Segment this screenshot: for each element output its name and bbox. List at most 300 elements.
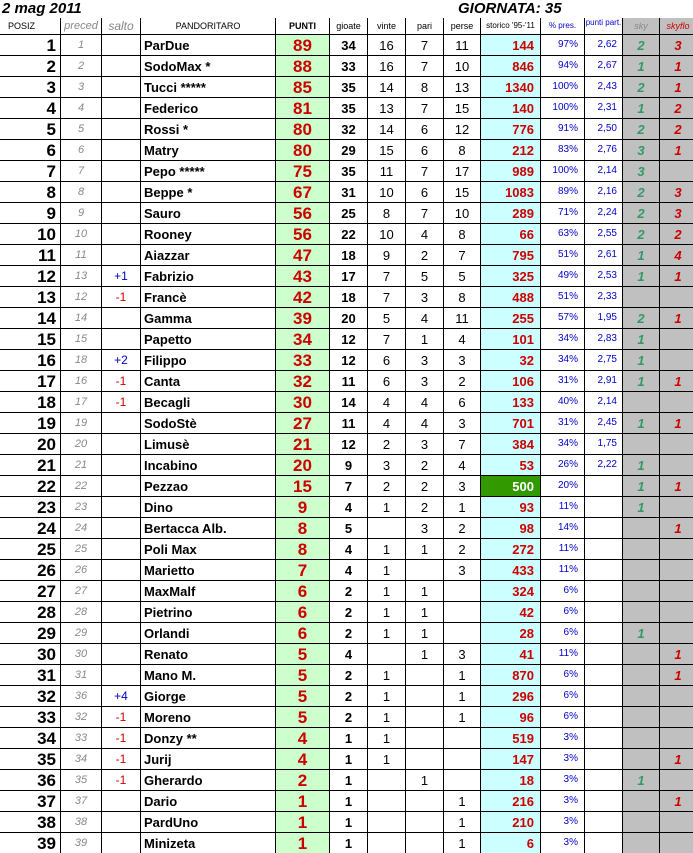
points-cell: 56 bbox=[276, 224, 330, 245]
previous-position-cell: 29 bbox=[61, 623, 102, 644]
position-cell: 19 bbox=[0, 413, 61, 434]
points-cell: 80 bbox=[276, 140, 330, 161]
presence-pct-cell: 31% bbox=[541, 413, 585, 434]
presence-pct-cell: 14% bbox=[541, 518, 585, 539]
skyflo-cell: 1 bbox=[660, 518, 693, 539]
historic-cell: 212 bbox=[481, 140, 541, 161]
lost-cell: 12 bbox=[444, 119, 481, 140]
previous-position-cell: 19 bbox=[61, 413, 102, 434]
played-cell: 20 bbox=[330, 308, 368, 329]
player-name-cell: Rooney bbox=[141, 224, 276, 245]
points-per-game-cell: 2,14 bbox=[585, 161, 623, 182]
previous-position-cell: 10 bbox=[61, 224, 102, 245]
position-cell: 28 bbox=[0, 602, 61, 623]
player-name-cell: Becagli bbox=[141, 392, 276, 413]
points-per-game-cell bbox=[585, 602, 623, 623]
lost-cell bbox=[444, 770, 481, 791]
player-name-cell: Dario bbox=[141, 791, 276, 812]
table-row bbox=[0, 182, 693, 203]
sky-cell: 1 bbox=[623, 770, 660, 791]
presence-pct-cell: 94% bbox=[541, 56, 585, 77]
drawn-cell: 1 bbox=[406, 770, 444, 791]
previous-position-cell: 13 bbox=[61, 266, 102, 287]
position-cell: 11 bbox=[0, 245, 61, 266]
jump-cell bbox=[102, 623, 141, 644]
skyflo-cell: 2 bbox=[660, 98, 693, 119]
lost-cell: 15 bbox=[444, 182, 481, 203]
sky-cell: 1 bbox=[623, 350, 660, 371]
points-cell: 47 bbox=[276, 245, 330, 266]
presence-pct-cell: 26% bbox=[541, 455, 585, 476]
presence-pct-cell: 34% bbox=[541, 350, 585, 371]
table-row bbox=[0, 686, 693, 707]
sky-cell: 1 bbox=[623, 455, 660, 476]
skyflo-cell bbox=[660, 434, 693, 455]
drawn-cell: 1 bbox=[406, 602, 444, 623]
lost-cell: 8 bbox=[444, 140, 481, 161]
table-row bbox=[0, 833, 693, 853]
table-row bbox=[0, 224, 693, 245]
won-cell: 1 bbox=[368, 560, 406, 581]
drawn-cell bbox=[406, 791, 444, 812]
lost-cell: 11 bbox=[444, 35, 481, 56]
position-cell: 17 bbox=[0, 371, 61, 392]
won-cell: 7 bbox=[368, 329, 406, 350]
played-cell: 4 bbox=[330, 644, 368, 665]
presence-pct-cell: 3% bbox=[541, 728, 585, 749]
historic-cell: 296 bbox=[481, 686, 541, 707]
played-cell: 4 bbox=[330, 497, 368, 518]
skyflo-cell: 1 bbox=[660, 308, 693, 329]
lost-cell: 1 bbox=[444, 791, 481, 812]
drawn-cell: 3 bbox=[406, 434, 444, 455]
position-cell: 39 bbox=[0, 833, 61, 853]
position-cell: 30 bbox=[0, 644, 61, 665]
jump-cell bbox=[102, 581, 141, 602]
table-row bbox=[0, 602, 693, 623]
presence-pct-cell: 3% bbox=[541, 833, 585, 853]
points-per-game-cell: 2,55 bbox=[585, 224, 623, 245]
jump-cell bbox=[102, 203, 141, 224]
historic-cell: 101 bbox=[481, 329, 541, 350]
drawn-cell: 1 bbox=[406, 329, 444, 350]
skyflo-cell bbox=[660, 707, 693, 728]
points-per-game-cell bbox=[585, 476, 623, 497]
lost-cell: 2 bbox=[444, 371, 481, 392]
sky-cell bbox=[623, 665, 660, 686]
drawn-cell: 3 bbox=[406, 287, 444, 308]
won-cell: 3 bbox=[368, 455, 406, 476]
table-row bbox=[0, 434, 693, 455]
points-per-game-cell bbox=[585, 770, 623, 791]
points-cell: 32 bbox=[276, 371, 330, 392]
historic-cell: 1340 bbox=[481, 77, 541, 98]
historic-cell: 488 bbox=[481, 287, 541, 308]
standings-table bbox=[0, 18, 693, 853]
previous-position-cell: 33 bbox=[61, 728, 102, 749]
won-cell: 1 bbox=[368, 581, 406, 602]
lost-cell bbox=[444, 749, 481, 770]
points-cell: 6 bbox=[276, 581, 330, 602]
jump-cell bbox=[102, 98, 141, 119]
played-cell: 34 bbox=[330, 35, 368, 56]
position-cell: 27 bbox=[0, 581, 61, 602]
points-cell: 4 bbox=[276, 728, 330, 749]
table-row bbox=[0, 77, 693, 98]
skyflo-cell: 2 bbox=[660, 119, 693, 140]
skyflo-cell bbox=[660, 350, 693, 371]
skyflo-cell: 1 bbox=[660, 56, 693, 77]
points-cell: 88 bbox=[276, 56, 330, 77]
won-cell: 16 bbox=[368, 56, 406, 77]
table-row bbox=[0, 518, 693, 539]
previous-position-cell: 8 bbox=[61, 182, 102, 203]
lost-cell bbox=[444, 623, 481, 644]
previous-position-cell: 34 bbox=[61, 749, 102, 770]
previous-position-cell: 38 bbox=[61, 812, 102, 833]
player-name-cell: Jurij bbox=[141, 749, 276, 770]
jump-cell: -1 bbox=[102, 707, 141, 728]
historic-cell: 18 bbox=[481, 770, 541, 791]
historic-cell: 42 bbox=[481, 602, 541, 623]
position-cell: 33 bbox=[0, 707, 61, 728]
drawn-cell bbox=[406, 833, 444, 853]
drawn-cell: 1 bbox=[406, 581, 444, 602]
lost-cell: 7 bbox=[444, 245, 481, 266]
historic-cell: 28 bbox=[481, 623, 541, 644]
player-name-cell: SodoMax * bbox=[141, 56, 276, 77]
player-name-cell: Renato bbox=[141, 644, 276, 665]
points-cell: 67 bbox=[276, 182, 330, 203]
jump-cell: +4 bbox=[102, 686, 141, 707]
jump-cell bbox=[102, 812, 141, 833]
points-per-game-cell: 1,75 bbox=[585, 434, 623, 455]
player-name-cell: Filippo bbox=[141, 350, 276, 371]
table-row bbox=[0, 812, 693, 833]
jump-cell bbox=[102, 35, 141, 56]
points-per-game-cell: 2,83 bbox=[585, 329, 623, 350]
points-cell: 33 bbox=[276, 350, 330, 371]
lost-cell: 8 bbox=[444, 224, 481, 245]
won-cell bbox=[368, 833, 406, 853]
presence-pct-cell: 91% bbox=[541, 119, 585, 140]
col-salto: salto bbox=[102, 18, 141, 35]
player-name-cell: Pietrino bbox=[141, 602, 276, 623]
played-cell: 2 bbox=[330, 665, 368, 686]
played-cell: 32 bbox=[330, 119, 368, 140]
sky-cell bbox=[623, 686, 660, 707]
presence-pct-cell: 6% bbox=[541, 581, 585, 602]
historic-cell: 324 bbox=[481, 581, 541, 602]
skyflo-cell bbox=[660, 455, 693, 476]
presence-pct-cell: 34% bbox=[541, 329, 585, 350]
table-row bbox=[0, 455, 693, 476]
drawn-cell: 8 bbox=[406, 77, 444, 98]
historic-cell: 846 bbox=[481, 56, 541, 77]
table-row bbox=[0, 161, 693, 182]
presence-pct-cell: 3% bbox=[541, 749, 585, 770]
won-cell: 1 bbox=[368, 749, 406, 770]
historic-cell: 140 bbox=[481, 98, 541, 119]
won-cell: 1 bbox=[368, 497, 406, 518]
drawn-cell: 2 bbox=[406, 245, 444, 266]
played-cell: 2 bbox=[330, 686, 368, 707]
sky-cell: 1 bbox=[623, 371, 660, 392]
presence-pct-cell: 83% bbox=[541, 140, 585, 161]
presence-pct-cell: 3% bbox=[541, 770, 585, 791]
drawn-cell: 5 bbox=[406, 266, 444, 287]
position-cell: 4 bbox=[0, 98, 61, 119]
position-cell: 20 bbox=[0, 434, 61, 455]
played-cell: 5 bbox=[330, 518, 368, 539]
position-cell: 37 bbox=[0, 791, 61, 812]
col-pari: pari bbox=[406, 18, 444, 35]
historic-cell: 53 bbox=[481, 455, 541, 476]
col-punti-part: punti part. bbox=[585, 18, 623, 35]
points-cell: 1 bbox=[276, 812, 330, 833]
sky-cell bbox=[623, 518, 660, 539]
lost-cell: 11 bbox=[444, 308, 481, 329]
position-cell: 35 bbox=[0, 749, 61, 770]
points-per-game-cell bbox=[585, 581, 623, 602]
played-cell: 35 bbox=[330, 77, 368, 98]
won-cell: 13 bbox=[368, 98, 406, 119]
skyflo-cell bbox=[660, 287, 693, 308]
drawn-cell bbox=[406, 707, 444, 728]
lost-cell: 13 bbox=[444, 77, 481, 98]
previous-position-cell: 14 bbox=[61, 308, 102, 329]
sky-cell bbox=[623, 707, 660, 728]
player-name-cell: Marietto bbox=[141, 560, 276, 581]
skyflo-cell bbox=[660, 560, 693, 581]
header-row bbox=[0, 18, 693, 35]
table-row bbox=[0, 770, 693, 791]
drawn-cell: 6 bbox=[406, 119, 444, 140]
position-cell: 2 bbox=[0, 56, 61, 77]
previous-position-cell: 24 bbox=[61, 518, 102, 539]
won-cell bbox=[368, 770, 406, 791]
historic-cell: 289 bbox=[481, 203, 541, 224]
table-row bbox=[0, 539, 693, 560]
table-row bbox=[0, 707, 693, 728]
player-name-cell: Gamma bbox=[141, 308, 276, 329]
points-per-game-cell: 2,53 bbox=[585, 266, 623, 287]
historic-cell: 210 bbox=[481, 812, 541, 833]
sky-cell bbox=[623, 539, 660, 560]
played-cell: 1 bbox=[330, 770, 368, 791]
historic-cell: 272 bbox=[481, 539, 541, 560]
table-row bbox=[0, 581, 693, 602]
points-per-game-cell: 2,61 bbox=[585, 245, 623, 266]
drawn-cell: 4 bbox=[406, 413, 444, 434]
col-sky: sky bbox=[623, 18, 660, 35]
jump-cell bbox=[102, 476, 141, 497]
skyflo-cell: 1 bbox=[660, 413, 693, 434]
previous-position-cell: 11 bbox=[61, 245, 102, 266]
sky-cell: 1 bbox=[623, 497, 660, 518]
previous-position-cell: 4 bbox=[61, 98, 102, 119]
skyflo-cell: 1 bbox=[660, 371, 693, 392]
played-cell: 29 bbox=[330, 140, 368, 161]
jump-cell bbox=[102, 518, 141, 539]
won-cell bbox=[368, 791, 406, 812]
sky-cell bbox=[623, 581, 660, 602]
previous-position-cell: 28 bbox=[61, 602, 102, 623]
table-row bbox=[0, 560, 693, 581]
player-name-cell: MaxMalf bbox=[141, 581, 276, 602]
presence-pct-cell: 100% bbox=[541, 98, 585, 119]
skyflo-cell: 3 bbox=[660, 35, 693, 56]
points-per-game-cell bbox=[585, 749, 623, 770]
jump-cell: -1 bbox=[102, 749, 141, 770]
historic-cell: 433 bbox=[481, 560, 541, 581]
position-cell: 31 bbox=[0, 665, 61, 686]
jump-cell bbox=[102, 77, 141, 98]
points-per-game-cell bbox=[585, 518, 623, 539]
previous-position-cell: 23 bbox=[61, 497, 102, 518]
jump-cell bbox=[102, 140, 141, 161]
jump-cell: -1 bbox=[102, 728, 141, 749]
player-name-cell: Donzy ** bbox=[141, 728, 276, 749]
position-cell: 25 bbox=[0, 539, 61, 560]
player-name-cell: Beppe * bbox=[141, 182, 276, 203]
position-cell: 7 bbox=[0, 161, 61, 182]
points-cell: 30 bbox=[276, 392, 330, 413]
position-cell: 24 bbox=[0, 518, 61, 539]
played-cell: 11 bbox=[330, 371, 368, 392]
jump-cell bbox=[102, 224, 141, 245]
won-cell: 6 bbox=[368, 350, 406, 371]
historic-cell: 32 bbox=[481, 350, 541, 371]
table-row bbox=[0, 203, 693, 224]
points-per-game-cell bbox=[585, 644, 623, 665]
skyflo-cell bbox=[660, 623, 693, 644]
presence-pct-cell: 34% bbox=[541, 434, 585, 455]
skyflo-cell: 1 bbox=[660, 644, 693, 665]
sky-cell: 1 bbox=[623, 476, 660, 497]
drawn-cell: 2 bbox=[406, 455, 444, 476]
points-per-game-cell: 2,62 bbox=[585, 35, 623, 56]
historic-cell: 795 bbox=[481, 245, 541, 266]
won-cell: 11 bbox=[368, 161, 406, 182]
played-cell: 12 bbox=[330, 434, 368, 455]
sky-cell: 2 bbox=[623, 203, 660, 224]
points-per-game-cell bbox=[585, 812, 623, 833]
presence-pct-cell: 49% bbox=[541, 266, 585, 287]
jump-cell: -1 bbox=[102, 770, 141, 791]
lost-cell: 1 bbox=[444, 707, 481, 728]
position-cell: 36 bbox=[0, 770, 61, 791]
played-cell: 1 bbox=[330, 749, 368, 770]
sky-cell: 1 bbox=[623, 329, 660, 350]
presence-pct-cell: 11% bbox=[541, 560, 585, 581]
position-cell: 9 bbox=[0, 203, 61, 224]
drawn-cell: 7 bbox=[406, 35, 444, 56]
historic-cell: 144 bbox=[481, 35, 541, 56]
previous-position-cell: 5 bbox=[61, 119, 102, 140]
played-cell: 2 bbox=[330, 602, 368, 623]
position-cell: 16 bbox=[0, 350, 61, 371]
skyflo-cell bbox=[660, 581, 693, 602]
jump-cell bbox=[102, 56, 141, 77]
played-cell: 7 bbox=[330, 476, 368, 497]
player-name-cell: Matry bbox=[141, 140, 276, 161]
position-cell: 14 bbox=[0, 308, 61, 329]
previous-position-cell: 7 bbox=[61, 161, 102, 182]
lost-cell: 1 bbox=[444, 497, 481, 518]
lost-cell: 3 bbox=[444, 560, 481, 581]
skyflo-cell bbox=[660, 833, 693, 853]
presence-pct-cell: 11% bbox=[541, 644, 585, 665]
historic-cell: 519 bbox=[481, 728, 541, 749]
won-cell: 14 bbox=[368, 77, 406, 98]
col-skyflo: skyflo bbox=[660, 18, 693, 35]
won-cell: 1 bbox=[368, 623, 406, 644]
historic-cell: 701 bbox=[481, 413, 541, 434]
points-per-game-cell bbox=[585, 497, 623, 518]
points-per-game-cell bbox=[585, 791, 623, 812]
table-row bbox=[0, 392, 693, 413]
presence-pct-cell: 3% bbox=[541, 791, 585, 812]
position-cell: 8 bbox=[0, 182, 61, 203]
jump-cell bbox=[102, 413, 141, 434]
historic-cell: 776 bbox=[481, 119, 541, 140]
table-row bbox=[0, 497, 693, 518]
table-row bbox=[0, 728, 693, 749]
won-cell: 7 bbox=[368, 266, 406, 287]
won-cell: 6 bbox=[368, 371, 406, 392]
points-per-game-cell: 2,22 bbox=[585, 455, 623, 476]
won-cell: 8 bbox=[368, 203, 406, 224]
sky-cell bbox=[623, 392, 660, 413]
jump-cell bbox=[102, 602, 141, 623]
won-cell: 1 bbox=[368, 728, 406, 749]
presence-pct-cell: 97% bbox=[541, 35, 585, 56]
points-cell: 80 bbox=[276, 119, 330, 140]
drawn-cell bbox=[406, 728, 444, 749]
table-row bbox=[0, 98, 693, 119]
won-cell: 1 bbox=[368, 665, 406, 686]
skyflo-cell: 1 bbox=[660, 266, 693, 287]
historic-cell: 93 bbox=[481, 497, 541, 518]
player-name-cell: Rossi * bbox=[141, 119, 276, 140]
sky-cell: 2 bbox=[623, 119, 660, 140]
lost-cell: 4 bbox=[444, 455, 481, 476]
previous-position-cell: 26 bbox=[61, 560, 102, 581]
historic-cell: 6 bbox=[481, 833, 541, 853]
table-row bbox=[0, 665, 693, 686]
position-cell: 29 bbox=[0, 623, 61, 644]
points-cell: 6 bbox=[276, 602, 330, 623]
jump-cell bbox=[102, 329, 141, 350]
skyflo-cell bbox=[660, 392, 693, 413]
player-name-cell: Federico bbox=[141, 98, 276, 119]
lost-cell: 8 bbox=[444, 287, 481, 308]
position-cell: 32 bbox=[0, 686, 61, 707]
lost-cell: 15 bbox=[444, 98, 481, 119]
position-cell: 15 bbox=[0, 329, 61, 350]
drawn-cell: 4 bbox=[406, 224, 444, 245]
historic-cell: 66 bbox=[481, 224, 541, 245]
points-per-game-cell: 2,45 bbox=[585, 413, 623, 434]
presence-pct-cell: 6% bbox=[541, 623, 585, 644]
played-cell: 33 bbox=[330, 56, 368, 77]
position-cell: 26 bbox=[0, 560, 61, 581]
played-cell: 4 bbox=[330, 539, 368, 560]
won-cell: 2 bbox=[368, 476, 406, 497]
jump-cell bbox=[102, 455, 141, 476]
presence-pct-cell: 51% bbox=[541, 245, 585, 266]
